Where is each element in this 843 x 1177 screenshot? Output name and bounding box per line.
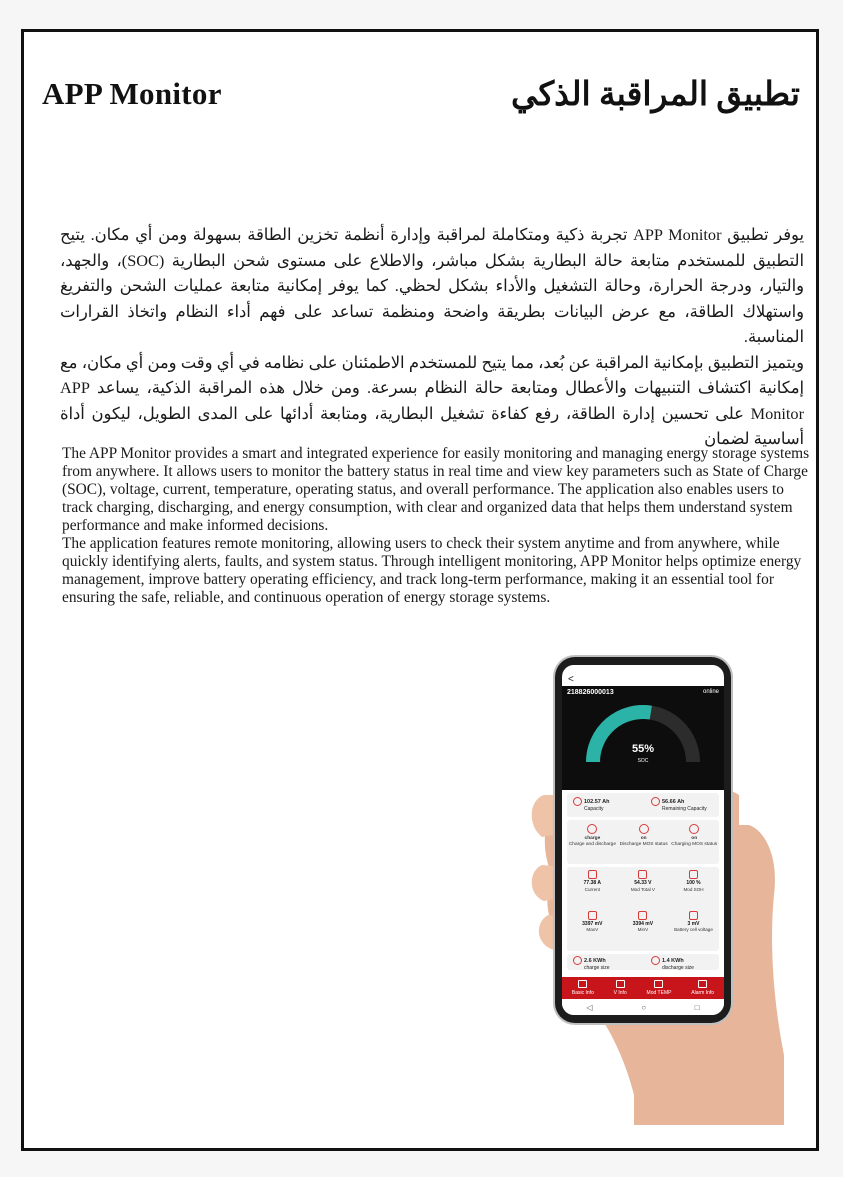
discharge-mos-icon	[639, 824, 649, 834]
soc-gauge	[580, 696, 706, 766]
thermometer-icon	[654, 980, 663, 988]
remaining-item	[651, 797, 707, 812]
max-voltage-icon	[588, 911, 597, 920]
nav-home-icon[interactable]: ○	[641, 1002, 647, 1012]
layers-icon	[578, 980, 587, 988]
charge-size-icon	[573, 956, 582, 965]
phone-mockup	[555, 657, 731, 1023]
english-description	[62, 445, 814, 607]
status-item	[671, 824, 717, 864]
status-label: Charge and discharge	[568, 842, 617, 847]
tab-alarm-info[interactable]	[691, 977, 714, 999]
voltage-icon	[638, 870, 647, 879]
remaining-label: Remaining Capacity	[662, 806, 707, 812]
english-paragraph-1: The APP Monitor provides a smart and integrated experience for easily monitoring and managing energy storage systems from anywhere. It allows users to monitor the battery status in real time and view key parameters such as State of Charge (SOC), voltage, current, temperature, operating status, and overall performance. The application also enables users to track charging, discharging, and energy consumption, with clear and organized data that helps them understand system performance and make informed decisions.	[62, 445, 810, 534]
android-nav-bar	[562, 999, 724, 1015]
back-button[interactable]: <	[568, 674, 574, 685]
status-item	[569, 824, 616, 864]
discharge-size-icon	[651, 956, 660, 965]
min-voltage-icon	[638, 911, 647, 920]
metric-label: Mod Total V	[630, 886, 655, 892]
bottom-tab-bar	[562, 977, 724, 999]
status-item	[620, 824, 668, 864]
arabic-paragraph-2: ويتميز التطبيق بإمكانية المراقبة عن بُعد، مما يتيح للمستخدم الاطمئنان على نظامه في أي وقت ومن أي مكان، مع إمكانية اكتشاف التنبيهات والأعطال ومتابعة حالة النظام بسرعة. ومن خلال هذه المراقبة الذكية، يساعد APP Monitor على تحسين إدارة الطاقة، رفع كفاءة تشغيل البطارية، ومتابعة أدائها على المدى الطويل، ليكون أداة أساسية لضمان	[60, 352, 804, 448]
soc-label: SOC	[637, 758, 649, 764]
charge-size-label: charge size	[584, 965, 610, 971]
soh-icon	[689, 870, 698, 879]
metric-label: Current	[584, 886, 600, 892]
charging-mos-icon	[689, 824, 699, 834]
tab-v-info[interactable]	[614, 977, 627, 999]
charge-status-icon	[587, 824, 597, 834]
english-paragraph-2: The application features remote monitoring, allowing users to check their system anytime and from anywhere, while quickly identifying alerts, faults, and system status. Through intelligent monitoring, APP Monitor helps optimize energy management, improve battery operating efficiency, and track long-term performance, making it an essential tool for ensuring the safe, reliable, and continuous operation of energy storage systems.	[62, 535, 802, 606]
remaining-value: 56.66 Ah	[662, 798, 685, 805]
discharge-size-label: discharge size	[662, 965, 694, 971]
battery-icon	[573, 797, 582, 806]
capacity-value: 102.57 Ah	[584, 798, 610, 805]
discharge-size-item	[651, 956, 694, 971]
tab-mod-temp[interactable]	[647, 977, 672, 999]
energy-size-card	[567, 954, 719, 970]
status-value: on	[640, 836, 647, 841]
tab-label: Alarm Info	[691, 990, 715, 996]
current-icon	[588, 870, 597, 879]
metric-item	[668, 870, 719, 896]
title-arabic: تطبيق المراقبة الذكي	[510, 77, 800, 113]
tab-basic-info[interactable]	[572, 977, 594, 999]
tab-label: Basic Info	[571, 990, 594, 996]
metric-item	[668, 911, 719, 937]
bell-icon	[698, 980, 707, 988]
charge-size-item	[573, 956, 610, 971]
metric-value: 3 mV	[687, 920, 700, 927]
metric-item	[567, 911, 618, 937]
soc-value: 55%	[631, 743, 655, 755]
cell-voltage-icon	[689, 911, 698, 920]
device-id[interactable]: 218826000013	[567, 689, 614, 696]
metric-value: 3397 mV	[582, 920, 603, 927]
metric-label: Mod SOH	[683, 886, 704, 892]
metric-value: 100 %	[686, 880, 701, 886]
metric-item	[618, 870, 669, 896]
discharge-size-value: 1.4 KWh	[662, 957, 684, 964]
nav-back-icon[interactable]: ◁	[586, 1002, 593, 1012]
status-label: Charging MOS status	[671, 842, 718, 847]
metric-label: MaxV	[586, 927, 599, 932]
tab-label: V Info	[613, 990, 627, 996]
metric-label: MinV	[637, 927, 649, 932]
metric-label: Battery cell voltage	[674, 927, 713, 932]
metric-item	[567, 870, 618, 896]
capacity-item	[573, 797, 609, 812]
charge-size-value: 2.6 KWh	[584, 957, 606, 964]
remaining-icon	[651, 797, 660, 806]
metric-item	[618, 911, 669, 937]
metric-value: 3394 mV	[632, 920, 654, 927]
status-label: Discharge MOS status	[619, 842, 668, 847]
nav-recent-icon[interactable]: □	[694, 1002, 700, 1012]
arabic-description	[60, 222, 804, 452]
mos-status-card	[567, 820, 719, 864]
metric-value: 77.38 A	[583, 880, 601, 886]
status-value: on	[691, 836, 698, 841]
arabic-paragraph-1: يوفر تطبيق APP Monitor تجربة ذكية ومتكاملة لمراقبة وإدارة أنظمة تخزين الطاقة بسهولة ومن أي مكان. يتيح التطبيق للمستخدم متابعة حالة البطارية بشكل مباشر، والاطلاع على مستوى شحن البطارية (SOC)، والجهد، والتيار، ودرجة الحرارة، وحالة التشغيل والأداء بشكل لحظي. كما يوفر إمكانية متابعة عمليات الشحن والتفريغ واستهلاك الطاقة، مع عرض البيانات بطريقة واضحة ومنظمة تساعد على فهم أداء النظام واتخاذ القرارات المناسبة.	[60, 225, 804, 346]
tab-label: Mod TEMP	[646, 990, 672, 996]
online-status: online	[702, 689, 719, 695]
phone-screen	[562, 665, 724, 1015]
title-english: APP Monitor	[42, 76, 222, 111]
voltage-tab-icon	[616, 980, 625, 988]
soc-panel	[562, 686, 724, 790]
capacity-label: Capacity	[584, 806, 604, 812]
capacity-card	[567, 793, 719, 817]
phone-status-bar	[562, 665, 724, 674]
metrics-card	[567, 867, 719, 951]
metric-value: 54.33 V	[634, 880, 652, 886]
status-value: charge	[584, 836, 601, 841]
